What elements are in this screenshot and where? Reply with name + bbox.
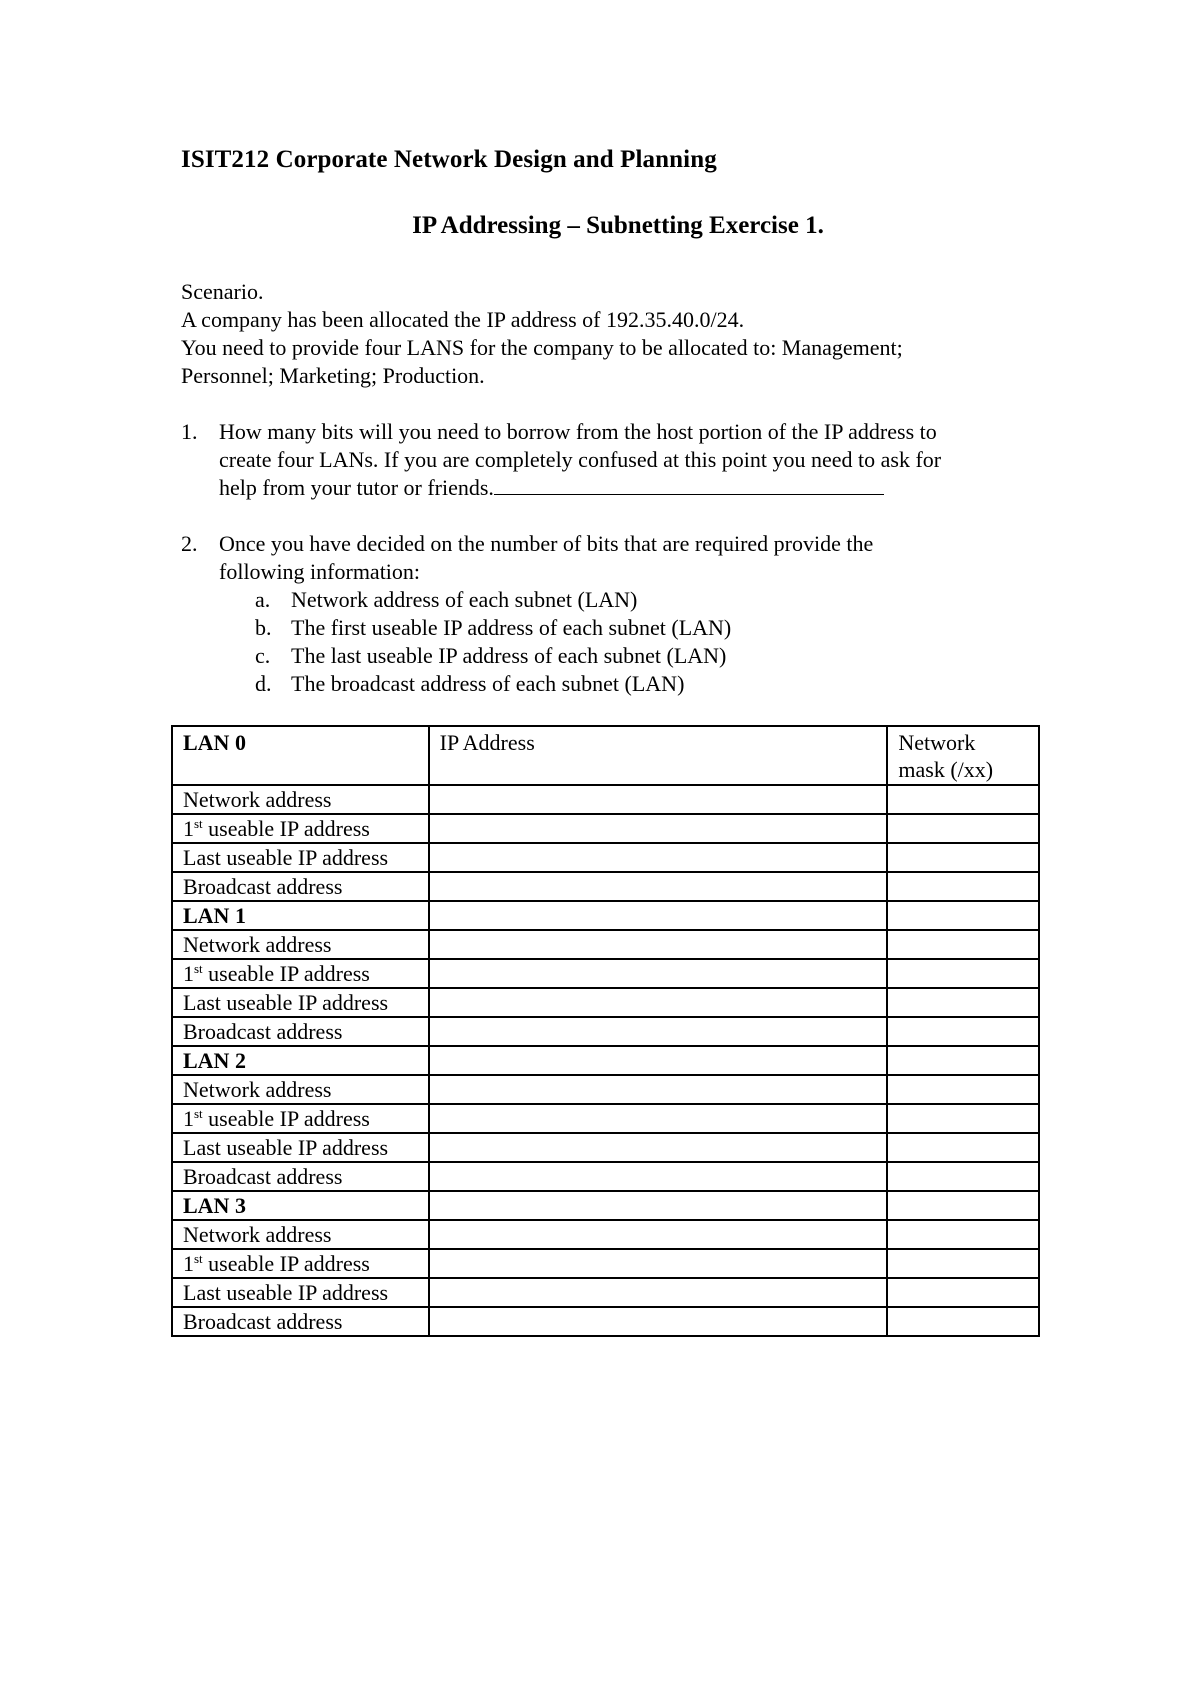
ip-address-cell[interactable] — [429, 1220, 888, 1249]
ip-address-cell[interactable] — [429, 814, 888, 843]
ip-address-cell[interactable] — [429, 1162, 888, 1191]
lan-name: LAN 3 — [172, 1191, 429, 1220]
row-label: Network address — [172, 930, 429, 959]
sublist-text: The broadcast address of each subnet (LAN) — [291, 671, 685, 696]
row-label: Broadcast address — [172, 1162, 429, 1191]
row-label: Network address — [172, 785, 429, 814]
table-row — [172, 959, 1039, 988]
lan-name: LAN 2 — [172, 1046, 429, 1075]
mask-cell[interactable] — [887, 872, 1039, 901]
scenario-line: You need to provide four LANS for the company to be allocated to: Management; — [181, 335, 903, 360]
question-line: Once you have decided on the number of bits that are required provide the — [219, 531, 874, 556]
table-row — [172, 843, 1039, 872]
row-label: Last useable IP address — [172, 988, 429, 1017]
mask-cell[interactable] — [887, 1104, 1039, 1133]
table-row — [172, 1278, 1039, 1307]
ip-address-cell[interactable] — [429, 1104, 888, 1133]
row-label: Network address — [172, 1075, 429, 1104]
ip-address-cell[interactable] — [429, 901, 888, 930]
sublist-letter: d. — [255, 671, 272, 696]
row-label: Broadcast address — [172, 872, 429, 901]
question-line — [219, 474, 1039, 502]
question-2 — [181, 530, 1041, 700]
mask-cell[interactable] — [887, 988, 1039, 1017]
ip-address-header: IP Address — [429, 726, 888, 785]
ip-address-cell[interactable] — [429, 959, 888, 988]
row-label: Broadcast address — [172, 1017, 429, 1046]
sublist-item — [219, 642, 1039, 670]
mask-cell[interactable] — [887, 1278, 1039, 1307]
ip-address-cell[interactable] — [429, 988, 888, 1017]
row-label: Last useable IP address — [172, 1133, 429, 1162]
table-row — [172, 1162, 1039, 1191]
document-subtitle: IP Addressing – Subnetting Exercise 1. — [412, 212, 824, 239]
mask-header-line-2: mask (/xx) — [898, 757, 994, 782]
ip-address-cell[interactable] — [429, 1278, 888, 1307]
table-row — [172, 988, 1039, 1017]
table-row — [172, 872, 1039, 901]
sublist-letter: b. — [255, 615, 272, 640]
table-row — [172, 1249, 1039, 1278]
ip-address-cell[interactable] — [429, 785, 888, 814]
lan-row — [172, 1191, 1039, 1220]
ip-address-cell[interactable] — [429, 843, 888, 872]
question-number: 1. — [181, 419, 198, 444]
ip-address-cell[interactable] — [429, 1017, 888, 1046]
row-label: Last useable IP address — [172, 1278, 429, 1307]
ip-address-cell[interactable] — [429, 1191, 888, 1220]
lan-row — [172, 901, 1039, 930]
scenario-line: Personnel; Marketing; Production. — [181, 363, 485, 388]
lan-row — [172, 1046, 1039, 1075]
scenario-heading: Scenario. — [181, 279, 264, 304]
table-row — [172, 930, 1039, 959]
question-body — [219, 530, 1039, 698]
sublist-text: The last useable IP address of each subnet (LAN) — [291, 643, 727, 668]
question-line-text: help from your tutor or friends. — [219, 475, 494, 500]
row-label: 1st useable IP address — [172, 1104, 429, 1133]
mask-cell[interactable] — [887, 901, 1039, 930]
row-label: 1st useable IP address — [172, 1249, 429, 1278]
info-sublist — [219, 586, 1039, 698]
row-label: 1st useable IP address — [172, 959, 429, 988]
mask-cell[interactable] — [887, 843, 1039, 872]
answer-blank-line[interactable] — [494, 474, 884, 495]
ip-address-cell[interactable] — [429, 930, 888, 959]
network-mask-header — [887, 726, 1039, 785]
table-row — [172, 1104, 1039, 1133]
scenario-section — [181, 278, 903, 390]
sublist-item — [219, 670, 1039, 698]
ip-address-cell[interactable] — [429, 1249, 888, 1278]
mask-cell[interactable] — [887, 814, 1039, 843]
table-row — [172, 814, 1039, 843]
sublist-text: Network address of each subnet (LAN) — [291, 587, 638, 612]
question-body — [219, 418, 1039, 502]
table-row — [172, 785, 1039, 814]
mask-cell[interactable] — [887, 1075, 1039, 1104]
question-line: create four LANs. If you are completely confused at this point you need to ask for — [219, 447, 942, 472]
ip-address-cell[interactable] — [429, 872, 888, 901]
question-line: How many bits will you need to borrow from the host portion of the IP address to — [219, 419, 937, 444]
mask-cell[interactable] — [887, 1133, 1039, 1162]
row-label: 1st useable IP address — [172, 814, 429, 843]
table-row — [172, 1017, 1039, 1046]
mask-cell[interactable] — [887, 1307, 1039, 1336]
sublist-item — [219, 586, 1039, 614]
table-row — [172, 1133, 1039, 1162]
document-title: ISIT212 Corporate Network Design and Planning — [181, 146, 717, 173]
mask-cell[interactable] — [887, 1046, 1039, 1075]
table-row — [172, 1307, 1039, 1336]
mask-cell[interactable] — [887, 1017, 1039, 1046]
ip-address-cell[interactable] — [429, 1046, 888, 1075]
row-label: Broadcast address — [172, 1307, 429, 1336]
table-header-row — [172, 726, 1039, 785]
mask-cell[interactable] — [887, 930, 1039, 959]
scenario-line: A company has been allocated the IP address of 192.35.40.0/24. — [181, 307, 745, 332]
mask-cell[interactable] — [887, 1249, 1039, 1278]
row-label: Network address — [172, 1220, 429, 1249]
sublist-letter: a. — [255, 587, 271, 612]
question-line: following information: — [219, 559, 421, 584]
ip-address-cell[interactable] — [429, 1075, 888, 1104]
ip-address-cell[interactable] — [429, 1133, 888, 1162]
row-label: Last useable IP address — [172, 843, 429, 872]
mask-cell[interactable] — [887, 785, 1039, 814]
lan-name: LAN 1 — [172, 901, 429, 930]
sublist-letter: c. — [255, 643, 271, 668]
question-1 — [181, 418, 1041, 508]
mask-cell[interactable] — [887, 1162, 1039, 1191]
mask-cell[interactable] — [887, 959, 1039, 988]
subnet-table — [171, 725, 1040, 1337]
sublist-text: The first useable IP address of each subnet (LAN) — [291, 615, 732, 640]
lan-name: LAN 0 — [172, 726, 429, 785]
table-row — [172, 1220, 1039, 1249]
ip-address-cell[interactable] — [429, 1307, 888, 1336]
mask-header-line-1: Network — [898, 730, 976, 755]
table-row — [172, 1075, 1039, 1104]
question-number: 2. — [181, 531, 198, 556]
mask-cell[interactable] — [887, 1220, 1039, 1249]
mask-cell[interactable] — [887, 1191, 1039, 1220]
sublist-item — [219, 614, 1039, 642]
